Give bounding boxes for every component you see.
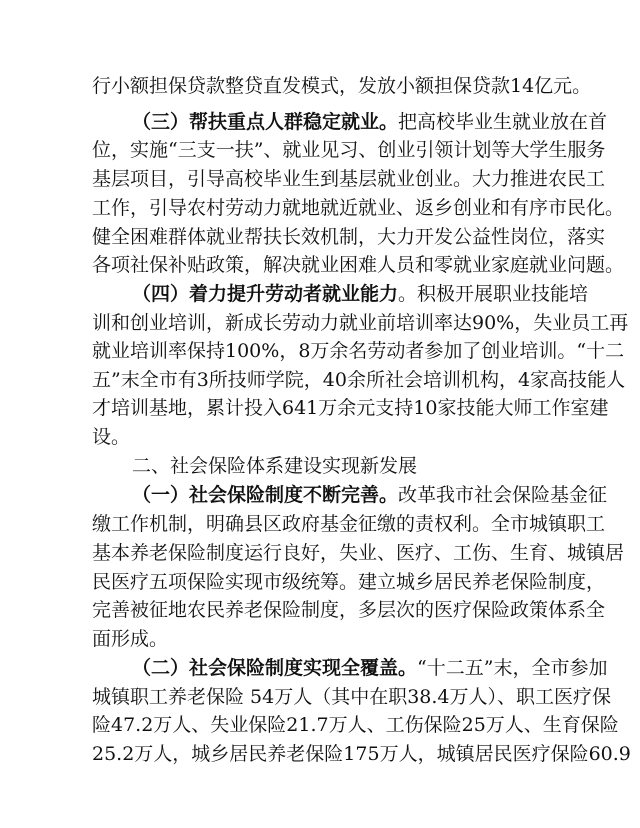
- line-text: 险47.2万人、失业保险21.7万人、工伤保险25万人、生育保险: [92, 714, 619, 736]
- line-text: 25.2万人，城乡居民养老保险175万人，城镇居民医疗保险60.9: [92, 743, 631, 765]
- line-text: 城镇职工养老保险 54万人（其中在职38.4万人）、职工医疗保: [92, 686, 612, 708]
- text-line: [92, 713, 619, 737]
- subsection-heading: （二）社会保险制度实现全覆盖。: [132, 657, 418, 679]
- subsection-heading: （一）社会保险制度不断完善。: [132, 484, 399, 506]
- line-text: 才培训基地，累计投入641万余元支持10家技能大师工作室建: [92, 397, 609, 419]
- line-text: 完善被征地农民养老保险制度，多层次的医疗保险政策体系全: [92, 599, 606, 621]
- subsection-heading: （三）帮扶重点人群稳定就业。: [132, 111, 399, 133]
- text-line: [92, 311, 629, 335]
- text-line: [92, 196, 625, 220]
- text-line: [92, 74, 592, 98]
- text-line: [92, 339, 625, 363]
- text-line: [92, 742, 631, 766]
- section-title: [132, 454, 552, 478]
- text-line: [92, 396, 609, 420]
- text-line: [92, 598, 606, 622]
- line-text: 改革我市社会保险基金征: [398, 484, 608, 506]
- text-line: [92, 512, 606, 536]
- text-line: [92, 570, 606, 594]
- line-text: 训和创业培训，新成长劳动力就业前培训率达90%，失业员工再: [92, 312, 629, 334]
- line-text: 位，实施“三支一扶”、就业见习、创业引领计划等大学生服务: [92, 139, 606, 161]
- subsection-first-line: [132, 282, 589, 306]
- text-line: [92, 627, 552, 651]
- line-text: “十二五”末，全市参加: [417, 657, 608, 679]
- text-line: [92, 685, 612, 709]
- subsection-heading: （四）着力提升劳动者就业能力: [132, 283, 399, 305]
- line-text: 基本养老保险制度运行良好，失业、医疗、工伤、生育、城镇居: [92, 542, 625, 564]
- text-line: [92, 368, 626, 392]
- text-line: [92, 425, 552, 449]
- subsection-first-line: [132, 110, 608, 134]
- line-text: 五”末全市有3所技师学院，40余所社会培训机构，4家高技能人: [92, 369, 626, 391]
- text-line: [92, 138, 606, 162]
- line-text: 各项社保补贴政策，解决就业困难人员和零就业家庭就业问题。: [92, 254, 625, 276]
- line-text: 设。: [92, 426, 131, 448]
- line-text: 行小额担保贷款整贷直发模式，发放小额担保贷款14亿元。: [92, 75, 592, 97]
- line-text: 把高校毕业生就业放在首: [398, 111, 608, 133]
- line-text: 民医疗五项保险实现市级统筹。建立城乡居民养老保险制度，: [92, 571, 606, 593]
- text-line: [92, 541, 625, 565]
- text-line: [92, 225, 606, 249]
- subsection-first-line: [132, 656, 608, 680]
- line-text: 健全困难群体就业帮扶长效机制，大力开发公益性岗位，落实: [92, 226, 606, 248]
- subsection-first-line: [132, 483, 608, 507]
- text-line: [92, 167, 606, 191]
- line-text: 。积极开展职业技能培: [398, 283, 589, 305]
- line-text: 面形成。: [92, 628, 169, 650]
- line-text: 缴工作机制，明确县区政府基金征缴的责权利。全市城镇职工: [92, 513, 606, 535]
- line-text: 工作，引导农村劳动力就地就近就业、返乡创业和有序市民化。: [92, 197, 625, 219]
- section-title-text: 二、社会保险体系建设实现新发展: [132, 455, 418, 477]
- line-text: 基层项目，引导高校毕业生到基层就业创业。大力推进农民工: [92, 168, 606, 190]
- text-line: [92, 253, 625, 277]
- line-text: 就业培训率保持100%，8万余名劳动者参加了创业培训。“十二: [92, 340, 625, 362]
